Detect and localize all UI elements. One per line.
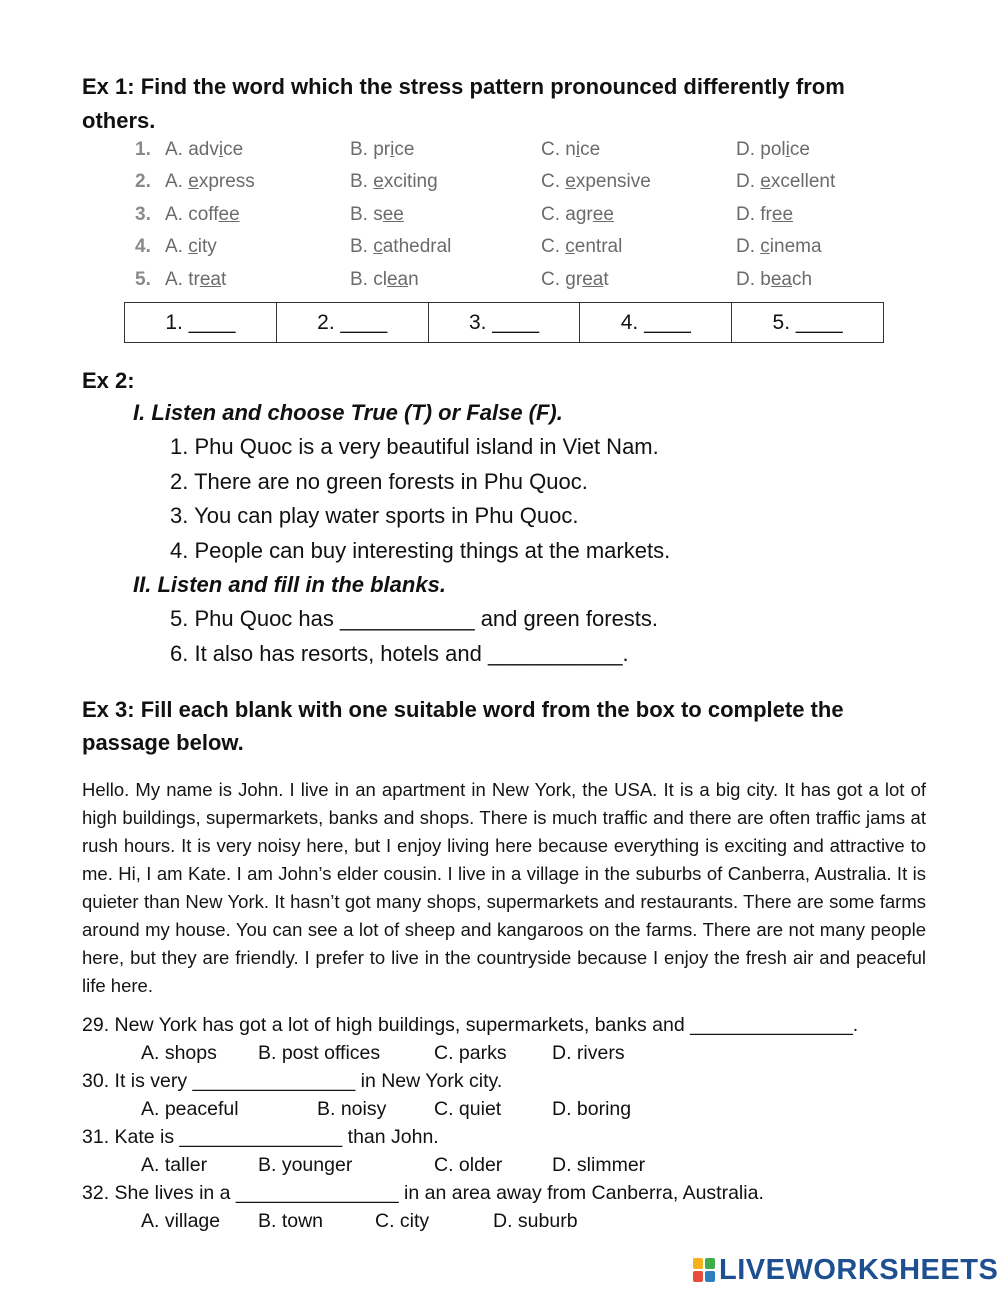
q32-option-c[interactable]: C. city	[375, 1210, 430, 1232]
underlined-letters: ee	[771, 204, 794, 225]
underlined-letters: ee	[592, 204, 614, 225]
question-29: 29. New York has got a lot of high buildings, supermarkets, banks and _______________.	[82, 1014, 859, 1036]
option-prefix: D. pol	[736, 139, 786, 160]
option-suffix: ch	[792, 269, 813, 290]
ex1-row-1-option-d[interactable]	[736, 139, 810, 161]
ex1-row-3-option-a[interactable]	[165, 204, 240, 226]
option-suffix: ce	[394, 139, 415, 160]
option-prefix: B. pr	[350, 139, 391, 160]
q32-option-b[interactable]: B. town	[258, 1210, 324, 1232]
ex1-row-number: 2.	[135, 171, 151, 192]
option-suffix: xciting	[383, 171, 438, 192]
q31-option-c[interactable]: C. older	[434, 1154, 503, 1176]
option-suffix: athedral	[382, 236, 452, 257]
answer-cell-1[interactable]: 1. ____	[125, 303, 277, 343]
ex1-row-number: 3.	[135, 204, 151, 225]
ex2-part2-title: II. Listen and fill in the blanks.	[133, 572, 446, 597]
option-prefix: A. adv	[165, 139, 219, 160]
underlined-letters: e	[760, 171, 771, 192]
ex1-row-2	[135, 171, 895, 197]
ex1-row-5-option-d[interactable]	[736, 269, 812, 291]
ex1-row-2-option-d[interactable]	[736, 171, 835, 193]
option-suffix: ce	[789, 139, 810, 160]
logo-square-3	[693, 1271, 703, 1282]
option-prefix: D. b	[736, 269, 771, 290]
option-suffix: xpress	[198, 171, 255, 192]
ex1-row-4	[135, 236, 895, 262]
ex2-item-1: 1. Phu Quoc is a very beautiful island in Viet Nam.	[170, 434, 659, 459]
ex1-row-2-option-a[interactable]	[165, 171, 255, 193]
underlined-letters: i	[218, 139, 224, 160]
ex1-row-number: 1.	[135, 139, 151, 160]
ex2-item-5: 5. Phu Quoc has ___________ and green forests.	[170, 606, 659, 631]
ex1-row-3	[135, 204, 895, 230]
option-prefix: C.	[541, 236, 566, 257]
underlined-letters: i	[390, 139, 395, 160]
ex1-row-1	[135, 139, 895, 165]
question-31: 31. Kate is _______________ than John.	[82, 1126, 439, 1148]
answer-cell-3[interactable]: 3. ____	[428, 303, 580, 343]
option-suffix: entral	[574, 236, 623, 257]
underlined-letters: ee	[218, 204, 240, 225]
underlined-letters: i	[575, 139, 581, 160]
option-suffix: ity	[197, 236, 217, 257]
option-suffix: ce	[223, 139, 244, 160]
underlined-letters: c	[760, 236, 770, 257]
option-prefix: A. tr	[165, 269, 200, 290]
q32-option-a[interactable]: A. village	[141, 1210, 221, 1232]
option-prefix: D.	[736, 236, 761, 257]
ex1-row-number: 5.	[135, 269, 151, 290]
option-prefix: C.	[541, 171, 566, 192]
option-prefix: C. agr	[541, 204, 593, 225]
ex2-item-2: 2. There are no green forests in Phu Quoc.	[170, 469, 588, 494]
ex1-row-1-option-b[interactable]	[350, 139, 414, 161]
q31-option-d[interactable]: D. slimmer	[552, 1154, 646, 1176]
liveworksheets-logo	[693, 1255, 998, 1285]
logo-text: LIVEWORKSHEETS	[719, 1253, 999, 1286]
ex1-row-3-option-c[interactable]	[541, 204, 614, 226]
ex3-title-line2: passage below.	[82, 730, 244, 755]
ex1-row-number: 4.	[135, 236, 151, 257]
ex2-title: Ex 2:	[82, 368, 135, 393]
option-suffix: n	[408, 269, 419, 290]
option-prefix: D. fr	[736, 204, 772, 225]
underlined-letters: ea	[770, 269, 792, 290]
q30-option-a[interactable]: A. peaceful	[141, 1098, 239, 1120]
ex2-part1-title: I. Listen and choose True (T) or False (F).	[133, 400, 563, 425]
answer-cell-5[interactable]: 5. ____	[732, 303, 884, 343]
underlined-letters: c	[373, 236, 383, 257]
option-suffix: t	[220, 269, 227, 290]
q32-option-d[interactable]: D. suburb	[493, 1210, 578, 1232]
option-suffix: inema	[769, 236, 822, 257]
ex3-title-line1: Ex 3: Fill each blank with one suitable word from the box to complete the	[82, 697, 844, 722]
underlined-letters: ea	[199, 269, 221, 290]
ex1-row-5-option-a[interactable]	[165, 269, 226, 291]
logo-square-1	[693, 1258, 703, 1269]
option-prefix: C. gr	[541, 269, 583, 290]
ex1-row-1-option-c[interactable]	[541, 139, 600, 161]
option-prefix: A. coff	[165, 204, 219, 225]
q29-option-a[interactable]: A. shops	[141, 1042, 217, 1064]
logo-square-4	[705, 1271, 715, 1282]
logo-grid-icon	[693, 1258, 715, 1282]
underlined-letters: e	[373, 171, 384, 192]
ex1-title-line1: Ex 1: Find the word which the stress pattern pronounced differently from	[82, 74, 845, 99]
underlined-letters: i	[785, 139, 790, 160]
underlined-letters: c	[188, 236, 198, 257]
option-prefix: A.	[165, 236, 189, 257]
q30-option-d[interactable]: D. boring	[552, 1098, 632, 1120]
ex1-row-4-option-d[interactable]	[736, 236, 822, 258]
ex1-row-5-option-c[interactable]	[541, 269, 609, 291]
option-suffix: xcellent	[770, 171, 836, 192]
q30-option-c[interactable]: C. quiet	[434, 1098, 502, 1120]
option-prefix: B. cl	[350, 269, 387, 290]
ex2-item-4: 4. People can buy interesting things at the markets.	[170, 538, 671, 563]
option-suffix: ce	[580, 139, 601, 160]
ex1-title-line2: others.	[82, 108, 156, 133]
ex1-row-5	[135, 269, 895, 295]
question-32: 32. She lives in a _______________ in an area away from Canberra, Australia.	[82, 1182, 764, 1204]
underlined-letters: ee	[382, 204, 404, 225]
ex1-answer-table	[124, 302, 884, 343]
answer-cell-4[interactable]: 4. ____	[580, 303, 732, 343]
ex3-passage: Hello. My name is John. I live in an apartment in New York, the USA. It is a big city. It has got a lot of high buildings, supermarkets, banks and shops. There is much traffic and there are often traffic jams at rush hours. It is very noisy here, but I enjoy living here because everything is exciting and attractive to me. Hi, I am Kate. I am John’s elder cousin. I live in a village in the suburbs of Canberra, Australia. It is quieter than New York. It hasn’t got many shops, supermarkets and restaurants. There are some farms around my house. You can see a lot of sheep and kangaroos on the farms. There are not many people here, but they are friendly. I prefer to live in the countryside because I enjoy the fresh air and peaceful life here.	[82, 779, 926, 996]
question-30: 30. It is very _______________ in New York city.	[82, 1070, 503, 1092]
ex1-row-3-option-b[interactable]	[350, 204, 404, 226]
underlined-letters: e	[565, 171, 576, 192]
ex1-row-4-option-a[interactable]	[165, 236, 217, 258]
option-prefix: D.	[736, 171, 761, 192]
ex1-row-5-option-b[interactable]	[350, 269, 419, 291]
option-suffix: t	[603, 269, 609, 290]
ex2-item-3: 3. You can play water sports in Phu Quoc.	[170, 503, 579, 528]
q30-option-b[interactable]: B. noisy	[317, 1098, 387, 1120]
answer-cell-2[interactable]: 2. ____	[276, 303, 428, 343]
option-prefix: A.	[165, 171, 189, 192]
option-prefix: C. n	[541, 139, 576, 160]
ex1-row-3-option-d[interactable]	[736, 204, 793, 226]
option-suffix: xpensive	[575, 171, 651, 192]
option-prefix: B. s	[350, 204, 383, 225]
q29-option-c[interactable]: C. parks	[434, 1042, 507, 1064]
ex1-row-4-option-b[interactable]	[350, 236, 451, 258]
q29-option-d[interactable]: D. rivers	[552, 1042, 625, 1064]
ex2-item-6: 6. It also has resorts, hotels and ___________.	[170, 641, 629, 666]
q29-option-b[interactable]: B. post offices	[258, 1042, 381, 1064]
option-prefix: B.	[350, 171, 374, 192]
option-prefix: B.	[350, 236, 374, 257]
q31-option-b[interactable]: B. younger	[258, 1154, 353, 1176]
logo-square-2	[705, 1258, 715, 1269]
ex1-row-2-option-c[interactable]	[541, 171, 651, 193]
underlined-letters: e	[188, 171, 199, 192]
ex1-row-4-option-c[interactable]	[541, 236, 622, 258]
underlined-letters: ea	[582, 269, 604, 290]
underlined-letters: ea	[386, 269, 409, 290]
underlined-letters: c	[565, 236, 575, 257]
ex1-row-1-option-a[interactable]	[165, 139, 243, 161]
ex1-row-2-option-b[interactable]	[350, 171, 438, 193]
q31-option-a[interactable]: A. taller	[141, 1154, 208, 1176]
